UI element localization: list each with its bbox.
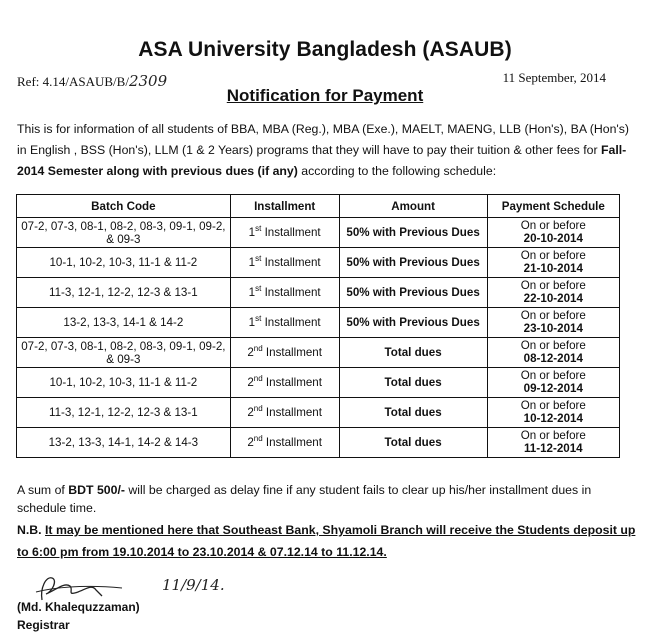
installment-ordinal: st [255,284,262,294]
batch-code-cell: 07-2, 07-3, 08-1, 08-2, 08-3, 09-1, 09-2, & 09-3 [17,218,231,248]
fine-pre: A sum of [17,483,69,497]
intro-bold-text: Fall-2014 Semester along with previous dues (if any) [17,143,627,178]
payment-date: 09-12-2014 [523,382,583,395]
installment-ordinal: nd [253,404,263,414]
reference-handwritten-number: 2309 [128,72,168,90]
batch-code-cell: 11-3, 12-1, 12-2, 12-3 & 13-1 [17,278,231,308]
batch-code-cell: 11-3, 12-1, 12-2, 12-3 & 13-1 [17,398,231,428]
payment-prefix: On or before [520,429,586,442]
table-row [17,248,620,278]
amount-cell: Total dues [339,338,487,368]
installment-ordinal: nd [253,344,263,354]
notice-heading: Notification for Payment [226,86,424,105]
fine-amount: BDT 500/- [68,483,125,497]
payment-schedule-cell [487,338,619,368]
payment-prefix: On or before [520,219,586,232]
payment-date: 21-10-2014 [523,262,583,275]
installment-number: 1 [248,226,256,239]
installment-word: Installment [261,286,321,299]
installment-cell [230,368,339,398]
table-row [17,398,620,428]
amount-cell: 50% with Previous Dues [339,218,487,248]
amount-cell: Total dues [339,398,487,428]
intro-text: This is for information of all students of BBA, MBA (Reg.), MBA (Exe.), MAELT, MAENG, LLB (Hon's), BA (Hon's) in English , BSS (Hon's), LLM (1 & 2 Years) programs that they will have to pay their tuition & other fees for [17,122,629,157]
university-title: ASA University Bangladesh (ASAUB) [138,38,512,61]
installment-ordinal: st [255,254,262,264]
table-row [17,278,620,308]
batch-code-cell: 10-1, 10-2, 10-3, 11-1 & 11-2 [17,368,231,398]
installment-cell [230,338,339,368]
installment-word: Installment [261,226,321,239]
payment-schedule-cell [487,308,619,338]
installment-cell [230,218,339,248]
installment-cell [230,428,339,458]
fine-post: will be charged as delay fine if any student fails to clear up his/her installment dues in schedule time. [17,483,592,515]
payment-schedule-cell [487,248,619,278]
installment-cell [230,398,339,428]
header-payment-schedule: Payment Schedule [487,195,619,218]
payment-schedule-cell [487,428,619,458]
payment-date: 11-12-2014 [523,442,583,455]
signatory-name: (Md. Khalequzzaman) [17,600,140,614]
table-row [17,368,620,398]
delay-fine-note [17,481,639,517]
installment-number: 1 [248,286,256,299]
payment-prefix: On or before [520,399,586,412]
table-header-row [17,195,620,218]
batch-code-cell: 10-1, 10-2, 10-3, 11-1 & 11-2 [17,248,231,278]
installment-word: Installment [261,256,321,269]
installment-number: 1 [248,256,256,269]
nb-label: N.B. [17,523,46,537]
amount-cell: 50% with Previous Dues [339,248,487,278]
payment-prefix: On or before [520,279,586,292]
payment-date: 20-10-2014 [523,232,583,245]
payment-date: 10-12-2014 [523,412,583,425]
signatory-designation: Registrar [17,618,70,632]
installment-ordinal: nd [253,434,263,444]
amount-cell: Total dues [339,428,487,458]
installment-number: 1 [248,316,256,329]
installment-number: 2 [247,376,254,389]
installment-word: Installment [262,436,322,449]
payment-prefix: On or before [520,309,586,322]
payment-prefix: On or before [520,249,586,262]
installment-word: Installment [262,376,322,389]
installment-number: 2 [247,436,254,449]
amount-cell: 50% with Previous Dues [339,308,487,338]
intro-tail-text: according to the following schedule: [297,164,497,178]
table-row [17,428,620,458]
payment-schedule-cell [487,278,619,308]
header-installment: Installment [230,195,339,218]
installment-ordinal: nd [253,374,263,384]
payment-schedule-cell [487,368,619,398]
table-row [17,218,620,248]
installment-word: Installment [262,346,322,359]
header-amount: Amount [339,195,487,218]
installment-word: Installment [261,316,321,329]
notice-date: 11 September, 2014 [502,70,606,85]
installment-ordinal: st [255,314,262,324]
payment-schedule-cell [487,398,619,428]
installment-number: 2 [247,406,254,419]
payment-date: 22-10-2014 [523,292,583,305]
batch-code-cell: 13-2, 13-3, 14-1 & 14-2 [17,308,231,338]
installment-ordinal: st [255,224,262,234]
installment-cell [230,278,339,308]
payment-schedule-cell [487,218,619,248]
nb-text: It may be mentioned here that Southeast Bank, Shyamoli Branch will receive the Students deposit up to 6:00 pm from 19.10.2014 to 23.10.2014 & 07.12.14 to 11.12.14. [17,523,636,559]
installment-word: Installment [262,406,322,419]
intro-paragraph [17,119,639,182]
payment-schedule-table [16,194,620,458]
signature-date: 11/9/14. [162,576,225,594]
installment-cell [230,248,339,278]
installment-cell [230,308,339,338]
registrar-signature [12,570,225,604]
nb-note [17,519,639,563]
payment-prefix: On or before [520,369,586,382]
payment-date: 23-10-2014 [523,322,583,335]
table-row [17,338,620,368]
payment-prefix: On or before [520,339,586,352]
reference-prefix: Ref: 4.14/ASAUB/B/ [17,74,129,89]
amount-cell: 50% with Previous Dues [339,278,487,308]
installment-number: 2 [247,346,254,359]
batch-code-cell: 13-2, 13-3, 14-1, 14-2 & 14-3 [17,428,231,458]
amount-cell: Total dues [339,368,487,398]
batch-code-cell: 07-2, 07-3, 08-1, 08-2, 08-3, 09-1, 09-2, & 09-3 [17,338,231,368]
payment-date: 08-12-2014 [523,352,583,365]
header-batch-code: Batch Code [17,195,231,218]
table-row [17,308,620,338]
